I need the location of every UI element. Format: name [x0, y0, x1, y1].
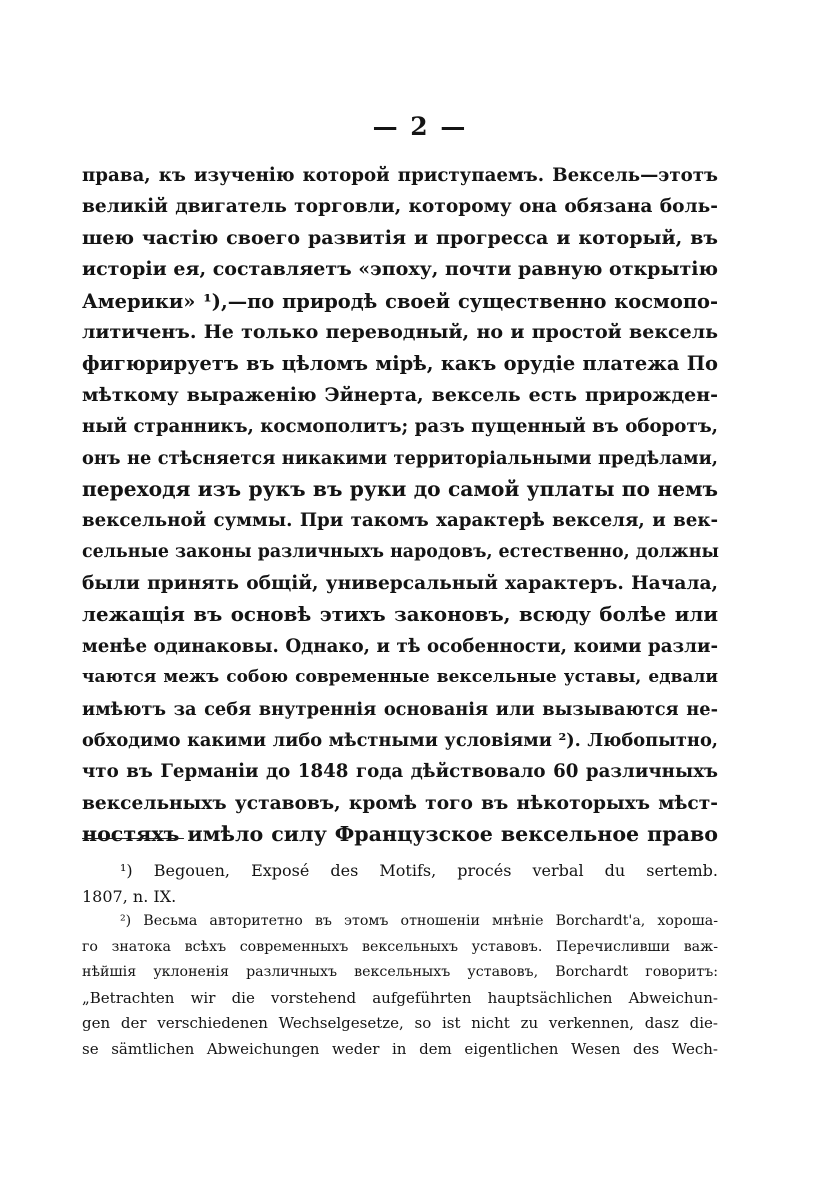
footnote-2-line: ²) Весьма авторитетно въ этомъ отношеніи мнѣніе Borchardt'a, хороша-: [120, 913, 718, 929]
text-line: чаются межъ собою современные вексельные уставы, едвали: [82, 667, 718, 688]
text-line: онъ не стѣсняется никакими территоріальными предѣлами,: [82, 447, 718, 469]
text-line: обходимо какими либо мѣстными условіями ²). Любопытно,: [82, 730, 718, 752]
text-line: лежащія въ основѣ этихъ законовъ, всюду болѣе или: [82, 602, 718, 627]
text-line: исторіи ея, составляетъ «эпоху, почти равную открытію: [82, 258, 718, 281]
text-line: Америки» ¹),—по природѣ своей существенно космопо-: [82, 289, 718, 313]
text-line: были принять общій, универсальный характеръ. Начала,: [82, 573, 718, 595]
footnote-2-line: gen der verschiedenen Wechselgesetze, so ist nicht zu verkennen, dasz die-: [82, 1014, 718, 1032]
footnote-2-line: se sämtlichen Abweichungen weder in dem eigentlichen Wesen des Wech-: [82, 1039, 718, 1058]
text-line: права, къ изученію которой приступаемъ. Вексель—этотъ: [82, 165, 718, 186]
footnote-2-line: го знатока всѣхъ современныхъ вексельныхъ уставовъ. Перечисливши важ-: [82, 938, 718, 955]
text-line: шею частію своего развитія и прогресса и который, въ: [82, 226, 718, 249]
text-line: вексельныхъ уставовъ, кромѣ того въ нѣкоторыхъ мѣст-: [82, 792, 718, 814]
text-line: менѣе одинаковы. Однако, и тѣ особенности, коими разли-: [82, 635, 718, 657]
footnote-2-line: нѣйшія уклоненія различныхъ вексельныхъ уставовъ, Borchardt говоритъ:: [82, 964, 718, 980]
text-line: ный странникъ, космополитъ; разъ пущенный въ оборотъ,: [82, 416, 718, 438]
footnote-1-line: 1807, n. IX.: [82, 886, 177, 906]
text-line: имѣютъ за себя внутреннія основанія или вызываются не-: [82, 698, 718, 720]
text-line: вексельной суммы. При такомъ характерѣ векселя, и век-: [82, 510, 718, 532]
text-line: фигюрируетъ въ цѣломъ мірѣ, какъ орудіе платежа По: [82, 352, 718, 376]
text-line: мѣткому выраженію Эйнерта, вексель есть прирожден-: [82, 383, 718, 406]
text-line: сельные законы различныхъ народовъ, естественно, должны: [82, 541, 719, 562]
text-line: великій двигатель торговли, которому она обязана боль-: [82, 196, 718, 218]
text-line: переходя изъ рукъ въ руки до самой уплаты по немъ: [82, 476, 718, 501]
text-line: что въ Германіи до 1848 года дѣйствовало 60 различныхъ: [82, 761, 718, 783]
footnote-1-line: ¹) Begouen, Exposé des Motifs, procés verbal du sertemb.: [120, 861, 718, 880]
text-line: литиченъ. Не только переводный, но и простой вексель: [82, 320, 718, 343]
footnotes: [82, 858, 718, 1062]
main-text: [82, 160, 718, 851]
footnote-divider: [82, 838, 184, 839]
footnote-2-line: „Betrachten wir die vorstehend aufgeführten hauptsächlichen Abweichun-: [82, 988, 718, 1007]
page-number: — 2 —: [372, 112, 468, 141]
text-line: ностяхъ имѣло силу Французское вексельное право: [82, 822, 718, 847]
